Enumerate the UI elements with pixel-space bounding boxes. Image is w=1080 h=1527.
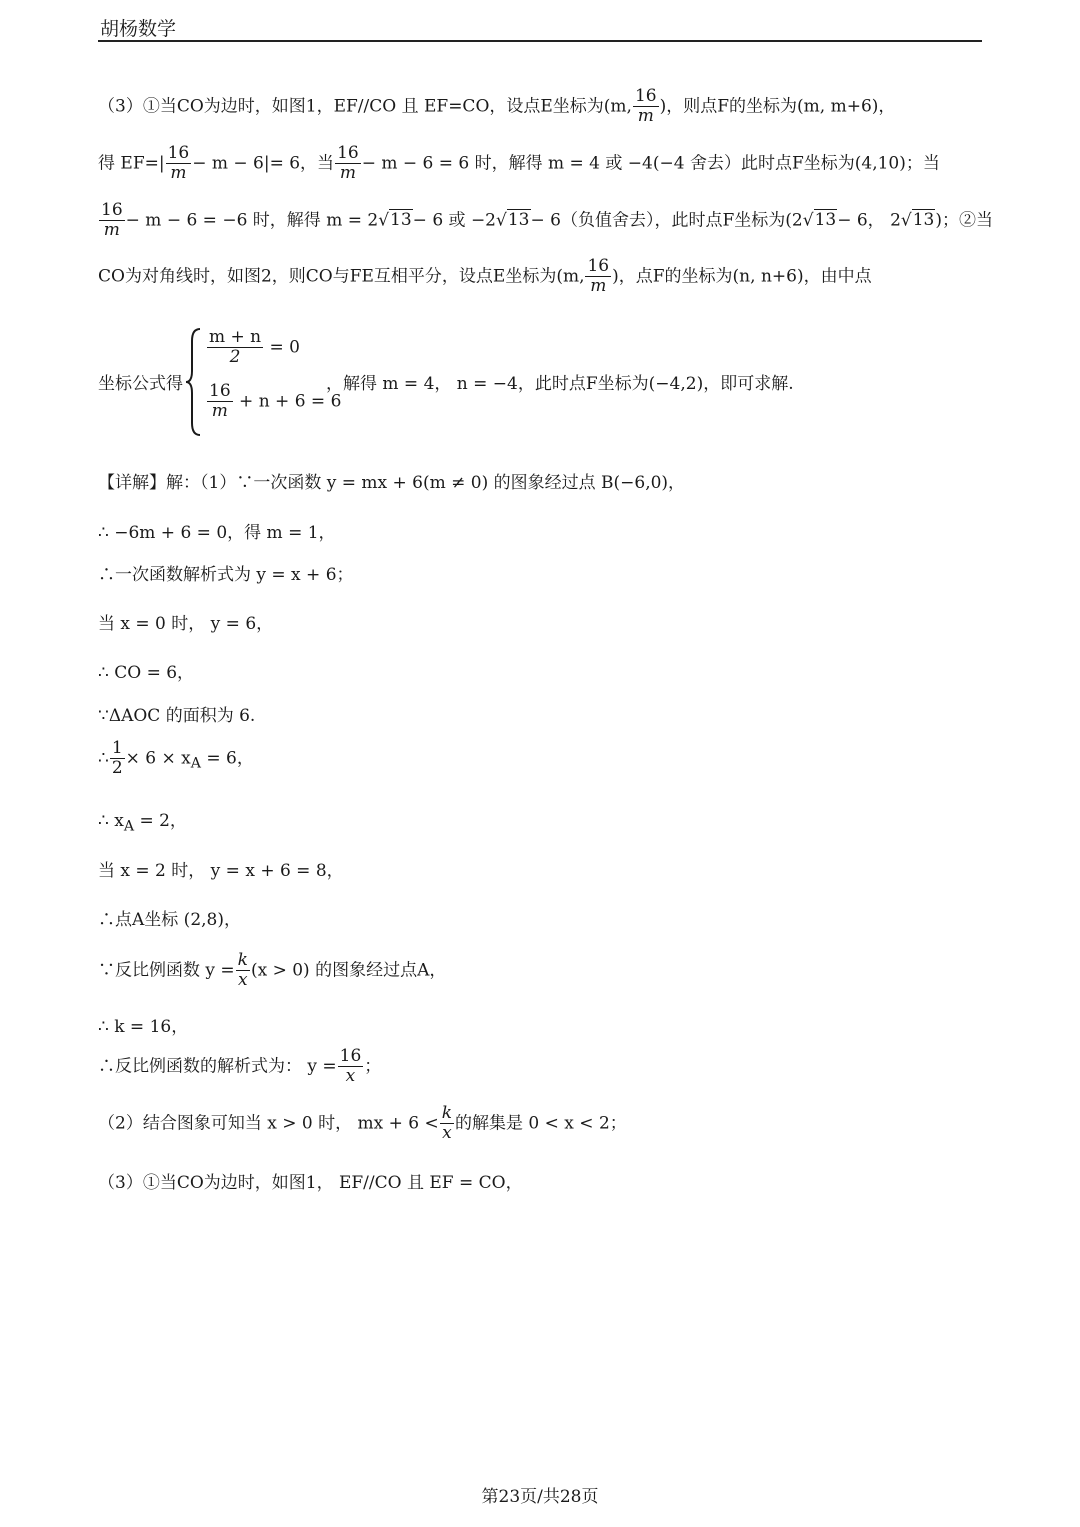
solution-line-9: 当 x = 2 时， y = x + 6 = 8， [98,861,344,881]
sqrt-radicand: 13 [390,210,412,231]
header-title: 胡杨数学 [100,18,177,40]
analysis-text: − 6， 2 [837,210,901,231]
analysis-line-2 [98,145,940,183]
solution-line-14: （2）结合图象可知当 x > 0 时， mx + 6 < $\frac{k}{x}$ 的解集是 0 < x < 2； [98,1103,627,1143]
fraction: $\frac{1}{2}$ [111,738,123,778]
header-rule [98,40,982,42]
solution-line-1: 【详解】解：（1）∵一次函数 y = mx + 6(m ≠ 0) 的图象经过点 B(−6,0)， [98,473,686,493]
brace-label: 坐标公式得 [98,374,183,394]
fraction: $\frac{k}{x}$ [237,950,248,990]
solution-line-4: 当 x = 0 时， y = 6， [98,614,274,634]
analysis-text: − m − 6 = −6 时，解得 m = 2 [125,210,379,231]
solution-line-5: ∴ CO = 6， [98,663,195,683]
brace-conclusion: ，解得 m = 4， n = −4，此时点F坐标为(−4,2)，即可求解. [326,374,794,394]
solution-line-8: ∴ $x_A = 2$， [98,811,187,835]
analysis-line-1 [98,88,895,126]
sqrt-radicand: 13 [507,210,530,231]
sqrt-radicand: 13 [912,210,935,231]
solution-line-12: ∴ k = 16， [98,1017,189,1037]
analysis-text: 得 EF=| [98,153,165,174]
solution-line-7: ∴ $\frac{1}{2}$ × $6 \times x_A = 6$， [98,738,254,778]
analysis-text: − 6（负值舍去），此时点F坐标为(2 [530,210,803,231]
analysis-line-3: $\frac{16}{m}$ − m − 6 = −6 时，解得 m = 2√13− 6 或 −2√13− 6（负值舍去），此时点F坐标为(2√13− 6， 2√13)；②当 [101,200,994,240]
fraction: $\frac{16}{m}$ [634,86,657,126]
equation-1: $\frac{m + n}{2}$ = 0 [209,327,300,367]
fraction: $\frac{16}{m}$ [101,200,123,240]
analysis-text: CO为对角线时，如图2，则CO与FE互相平分，设点E坐标为(m, [98,266,585,287]
left-brace-icon [184,327,204,437]
solution-line-10: ∴点A坐标 (2,8)， [98,910,241,930]
analysis-text: )，则点F的坐标为(m, m+6)， [659,96,896,117]
page-header [98,12,982,42]
analysis-line-4 [98,258,872,296]
page-number: 第23页/共28页 [481,1487,599,1507]
fraction: $\frac{16}{x}$ [339,1046,362,1086]
equation-2: $\frac{16}{m}$ + n + 6 = 6 [209,381,342,421]
analysis-text: )；②当 [935,210,994,231]
solution-line-11: ∵反比例函数 y = $\frac{k}{x}$ (x > 0) 的图象经过点A， [98,950,447,990]
fraction: $\frac{16}{m}$ [337,143,359,183]
solution-line-13: ∴反比例函数的解析式为： y = $\frac{16}{x}$ ； [98,1046,382,1086]
fraction: $\frac{16}{m}$ [587,256,610,296]
fraction: $\frac{k}{x}$ [441,1103,453,1143]
solution-line-2: ∴ −6m + 6 = 0，得 m = 1， [98,523,336,543]
fraction: $\frac{16}{m}$ [167,143,190,183]
solution-line-6: ∵ΔAOC 的面积为 6. [98,706,256,726]
analysis-text: − m − 6|= 6，当 [192,153,335,174]
fraction: $\frac{16}{m}$ [209,381,231,421]
solution-line-15: （3）①当CO为边时，如图1， EF//CO 且 EF = CO， [98,1173,523,1193]
analysis-text: )，点F的坐标为(n, n+6)，由中点 [612,266,872,287]
solution-line-3: ∴一次函数解析式为 y = x + 6； [98,565,354,585]
analysis-text: （3）①当CO为边时，如图1，EF//CO 且 EF=CO，设点E坐标为(m, [98,96,632,117]
fraction: $\frac{m + n}{2}$ [209,327,262,367]
analysis-text: − m − 6 = 6 时，解得 m = 4 或 −4(−4 舍去）此时点F坐标为(4,10)；当 [361,153,940,174]
analysis-text: − 6 或 −2 [412,210,497,231]
sqrt-radicand: 13 [814,210,837,231]
